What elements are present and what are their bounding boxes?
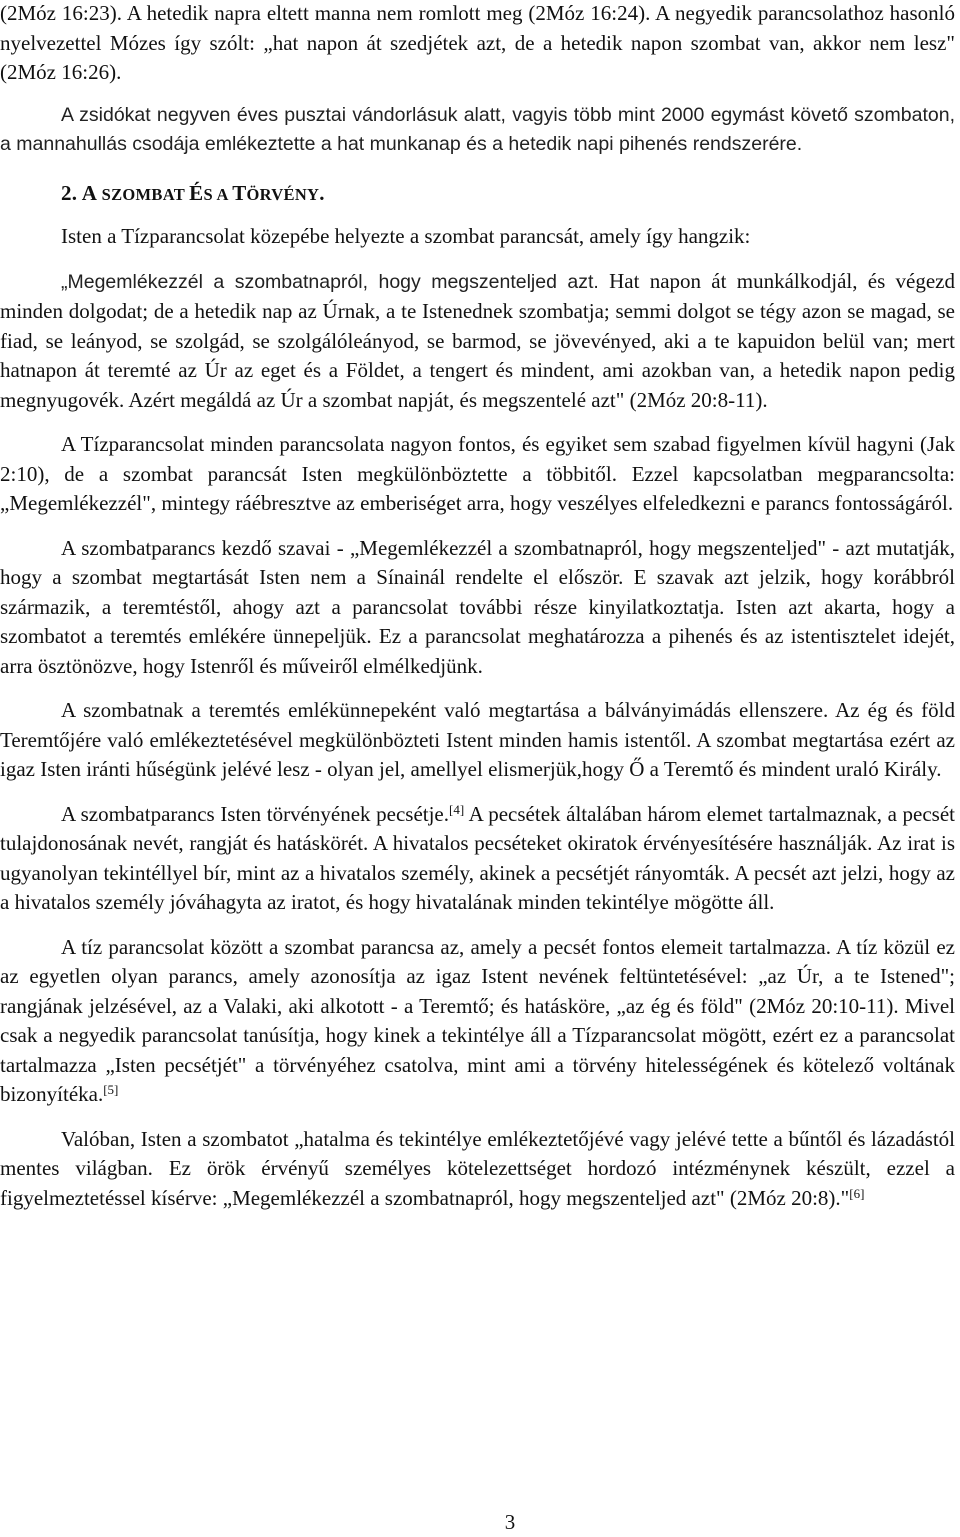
footnote-ref-4[interactable]: [4] xyxy=(449,801,465,817)
paragraph-seal-elements xyxy=(0,933,955,1110)
heading-number: 2. xyxy=(61,180,82,205)
paragraph-indeed xyxy=(0,1125,955,1214)
commandment-quote: „Megemlékezzél a szombatnapról, hogy megszenteljed azt. xyxy=(61,270,599,293)
indeed-text: Valóban, Isten a szombatot „hatalma és tekintélye emlékeztetőjévé vagy jelévé tette a bűntől és lázadástól mentes világban. Ez örök érvényű személyes kötelezettséget hordozó intézménynek készült, ezzel a figyelmeztetéssel kísérve: „Megemlékezzél a szombatnapról, hogy megszenteljed azt" (2Móz 20:8)." xyxy=(0,1126,955,1210)
heading-letter-a: A xyxy=(81,180,98,205)
paragraph-first-words: A szombatparancs kezdő szavai - „Megemlékezzél a szombatnapról, hogy megszenteljed" - azt mutatják, hogy a szombat megtartását Isten nem a Sínainál rendelte el először. E szavak azt jelzik, hogy korábbról származik, a teremtéstől, ahogy azt a parancsolat további része kinyilatkoztatja. Isten azt akarta, hogy a szombatot a teremtés emlékére ünnepeljük. Ez a parancsolat meghatározza a pihenés és az istentisztelet idejét, arra ösztönözve, hogy Istenről és műveiről elmélkedjünk. xyxy=(0,535,955,678)
heading-letter-e: É xyxy=(189,180,204,205)
heading-smallcaps-torveny: ÖRVÉNY xyxy=(246,184,320,204)
paragraph-idolatry: A szombatnak a teremtés emlékünnepeként való megtartása a bálványimádás ellenszere. Az ég és föld Teremtőjére való emlékeztetésével megkülönbözteti Istent minden hamis istentől. A szombat megtartása ezért az igaz Isten iránti hűségünk jelévé lesz - olyan jel, amellyel elismerjük,hogy Ő a Teremtő és mindent uraló Király. xyxy=(0,698,955,781)
ten-text: A tíz parancsolat között a szombat parancsa az, amely a pecsét fontos elemeit tartalmazza. A tíz közül ez az egyetlen olyan parancs, amely azonosítja az igaz Istent nevének feltüntetésével: „az Úr, a te Istened"; rangjának jelzésével, az a Valaki, aki alkotott - a Teremtő; és hatásköre, „az ég és föld" (2Móz 20:10-11). Mivel csak a negyedik parancsolat tanúsítja, hogy kinek a tekintélye áll a Tízparancsolat mögött, ezért ez a parancsolat tartalmazza „Isten pecsétjét" a törvényéhez csatolva, mint ami a törvény hitelességének és kötelező voltának bizonyítéka. xyxy=(0,934,955,1106)
footnote-ref-6[interactable]: [6] xyxy=(849,1185,865,1201)
heading-period: . xyxy=(319,180,325,205)
paragraph-manna: (2Móz 16:23). A hetedik napra eltett manna nem romlott meg (2Móz 16:24). A negyedik parancsolathoz hasonló nyelvezettel Mózes így szólt: „hat napon át szedjétek azt, de a hetedik napon szombat van, akkor nem lesz" (2Móz 16:26). xyxy=(0,1,955,84)
seal-text-start: A szombatparancs Isten törvényének pecsétje. xyxy=(61,801,450,826)
paragraph-forty-years: A zsidókat negyven éves pusztai vándorlásuk alatt, vagyis több mint 2000 egymást követő szombaton, a mannahullás csodája emlékeztette a hat munkanap és a hetedik napi pihenés rendszerére. xyxy=(0,103,955,155)
heading-smallcaps-szombat: SZOMBAT xyxy=(97,184,190,204)
heading-letter-t: T xyxy=(232,180,247,205)
commandment-rest: Hat napon át munkálkodjál, és végezd minden dolgodat; de a hetedik nap az Úrnak, a te Istenednek szombatja; semmi dolgot se tégy azon se magad, se fiad, se leányod, se szolgád, se szolgálóleányod, se barmod, se jövevényed, aki a te kapuidon belül van; mert hatnapon át teremté az Úr az eget és a Földet, a tengert és mindent, ami azokban van, a hetedik napon pedig megnyugovék. Azért megáldá az Úr a szombat napját, és megszentelé azt" (2Móz 20:8-11). xyxy=(0,268,955,412)
seal-text-rest: A pecsétek általában három elemet tartalmaznak, a pecsét tulajdonosának nevét, rangját és hatáskörét. A hivatalos pecséteket okiratok érvényesítésére használják. Az irat is ugyanolyan tekintéllyel bír, mint az a hivatalos személy, akinek a pecsétjét rányomták. A pecsét azt jelzi, hogy az a hivatalos személy jóváhagyta az iratot, és hogy hivatalának minden tekintélye mögötte áll. xyxy=(0,801,956,914)
footnote-ref-5[interactable]: [5] xyxy=(103,1082,119,1097)
page-number: 3 xyxy=(504,1510,516,1534)
paragraph-ten-commandments: A Tízparancsolat minden parancsolata nagyon fontos, és egyiket sem szabad figyelmen kívül hagyni (Jak 2:10), de a szombat parancsát Isten megkülönböztette a többitől. Ezzel kapcsolatban megparancsolta: „Megemlékezzél", mintegy ráébresztve az emberiséget arra, hogy veszélyes elfeledkezni e parancs fontosságáról. xyxy=(0,432,955,515)
paragraph-intro-commandment: Isten a Tízparancsolat közepébe helyezte a szombat parancsát, amely így hangzik: xyxy=(61,224,751,248)
heading-smallcaps-es-a: S A xyxy=(203,184,233,204)
paragraph-seal xyxy=(0,800,955,918)
paragraph-commandment xyxy=(0,267,955,416)
section-heading xyxy=(0,179,955,210)
